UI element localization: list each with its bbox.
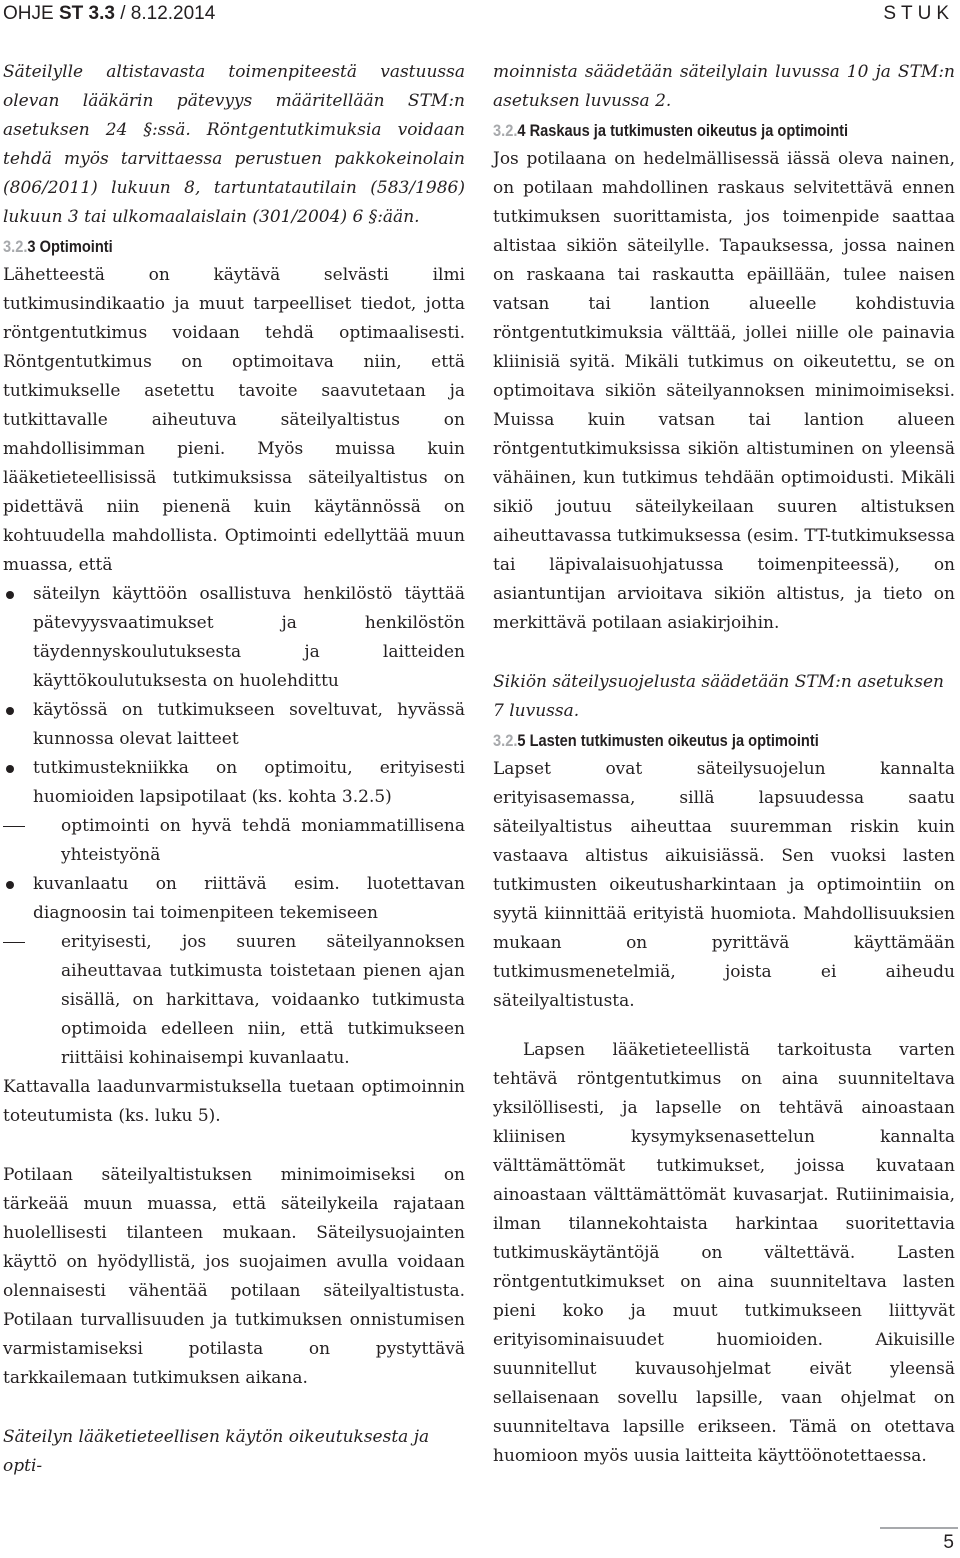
section-title: Raskaus ja tutkimusten oikeutus ja optimointi xyxy=(529,121,849,140)
section-number-prefix: 3.2. xyxy=(493,731,518,750)
bullet-item xyxy=(3,870,465,1073)
legal-note-continued: moinnista säädetään säteilylain luvussa 10 ja STM:n asetuksen luvussa 2. xyxy=(493,62,955,111)
section-3-2-5-body-2: Lapsen lääketieteellistä tarkoitusta varten tehtävä röntgentutkimus on aina suunniteltava yksilöllisesti, ja lapselle on tehtävä ainoastaan kliinisen kysymyksenasettelun kannalta välttämättömät tutkimukset, joissa kuvataan ainoastaan välttämättömät kuvasarjat. Rutiinimaisia, ilman tilannekohtaista harkintaa suoritettavia tutkimuskäytäntöjä on vältettävä. Lasten röntgentutkimukset on aina suunniteltava lasten pieni koko ja muut tutkimukseen liittyvät erityisominaisuudet huomioiden. Aikuisille suunnitellut kuvausohjelmat eivät yleensä sellaisenaan sovellu lapsille, vaan ohjelmat on suunniteltava lapsille erikseen. Tämä on otettava huomioon myös uusia laitteita käyttöönotettaessa. xyxy=(493,1040,955,1466)
header-date: / 8.12.2014 xyxy=(120,3,216,24)
section-number-prefix: 3.2. xyxy=(493,121,518,140)
header-publisher: STUK xyxy=(883,3,954,24)
header-doc-name: OHJE xyxy=(3,3,54,24)
section-3-2-4-body: Jos potilaana on hedelmällisessä iässä oleva nainen, on potilaan mahdollinen raskaus selvitettävä ennen tutkimuksen suorittamista, jos toimenpide saattaa altistaa sikiön säteilylle. Tapauksessa, jossa nainen on raskaana tai raskautta epäillään, tulee naisen vatsan tai lantion alueelle kohdistuvia röntgentutkimuksia välttää, jollei niille ole painavia kliinisiä syitä. Mikäli tutkimus on oikeutettu, se on optimoitava sikiön säteilyannoksen minimoimiseksi. Muissa kuin vatsan tai lantion alueen röntgentutkimuksissa sikiön altistuminen on yleensä vähäinen, kun tutkimus tehdään optimoidusti. Mikäli sikiö joutuu säteilykeilaan suuren altistuksen aiheuttavassa tutkimuksessa (esim. TT-tutkimuksessa tai läpivalaisuohjatussa toimenpiteessä), on asiantuntijan arvioitava sikiön altistus, ja tieto on merkittävä potilaan asiakirjoihin. xyxy=(493,149,955,633)
dash-item: optimointi on hyvä tehdä moniammatillisena yhteistyönä xyxy=(3,812,465,870)
header-doc-id: ST 3.3 xyxy=(58,3,115,24)
bullet-item-text: kuvanlaatu on riittävä esim. luotettavan diagnoosin tai toimenpiteen tekemiseen xyxy=(33,874,465,923)
intro-italic-paragraph: Säteilylle altistavasta toimenpiteestä vastuussa olevan lääkärin pätevyys määritellään STM:n asetuksen 24 §:ssä. Röntgentutkimuksia voidaan tehdä myös tarvittaessa perustuen pakkokeinolain (806/2011) lukuun 8, tartuntatautilain (583/1986) lukuun 3 tai ulkomaalaislain (301/2004) 6 §:ään. xyxy=(3,62,465,227)
left-column xyxy=(3,0,465,1481)
patient-protection-paragraph: Potilaan säteilyaltistuksen minimoimiseksi on tärkeää muun muassa, että säteilykeila rajataan huolellisesti tilanteen mukaan. Säteilysuojainten käyttö on hyödyllistä, jos suojaimen avulla voidaan olennaisesti vähentää potilaan säteilyaltistusta. Potilaan turvallisuuden ja tutkimuksen onnistumisen varmistamiseksi potilasta on pystyttävä tarkkailemaan tutkimuksen aikana. xyxy=(3,1165,465,1388)
section-number-last: 4 xyxy=(517,121,526,140)
section-number-last: 5 xyxy=(517,731,526,750)
section-3-2-4-heading xyxy=(493,116,890,145)
section-title: Lasten tutkimusten oikeutus ja optimointi xyxy=(529,731,819,750)
optimization-bullet-list xyxy=(3,580,465,1073)
dash-sublist xyxy=(3,928,465,1073)
after-list-paragraph: Kattavalla laadunvarmistuksella tuetaan optimoinnin toteutumista (ks. luku 5). xyxy=(3,1077,465,1126)
page-number: 5 xyxy=(943,1532,954,1553)
section-3-2-3-heading xyxy=(3,232,400,261)
section-title: Optimointi xyxy=(39,237,113,256)
dash-sublist xyxy=(3,812,465,870)
legal-note-italic: Säteilyn lääketieteellisen käytön oikeutuksesta ja opti- xyxy=(3,1427,430,1476)
bullet-item-text: tutkimustekniikka on optimoitu, erityisesti huomioiden lapsipotilaat (ks. kohta 3.2.5) xyxy=(33,758,465,807)
right-column xyxy=(493,0,955,1471)
bullet-item xyxy=(3,754,465,870)
section-3-2-3-body: Lähetteestä on käytävä selvästi ilmi tutkimusindikaatio ja muut tarpeelliset tiedot, jotta röntgentutkimus voidaan tehdä optimaalisesti. Röntgentutkimus on optimoitava niin, että tutkimukselle asetettu tavoite saavutetaan ja tutkittavalle aiheutuva säteilyaltistus on mahdollisimman pieni. Myös muissa kuin lääketieteellisissä tutkimuksissa säteilyaltistus on pidettävä niin pienenä kuin käytännössä on kohtuudella mahdollista. Optimointi edellyttää muun muassa, että xyxy=(3,265,465,575)
page-number-rule xyxy=(880,1527,958,1529)
fetal-protection-note: Sikiön säteilysuojelusta säädetään STM:n asetuksen 7 luvussa. xyxy=(493,672,944,721)
dash-item: erityisesti, jos suuren säteilyannoksen aiheuttavaa tutkimusta toistetaan pienen ajan sisällä, on harkittava, voidaanko tutkimusta optimoida edelleen niin, että tutkimukseen riittäisi kohinaisempi kuvanlaatu. xyxy=(3,928,465,1073)
section-3-2-5-body-1: Lapset ovat säteilysuojelun kannalta erityisasemassa, sillä lapsuudessa saatu säteilyaltistus aiheuttaa suuremman riskin kuin vastaava altistus aikuisiässä. Sen vuoksi lasten tutkimusten oikeutusharkintaan ja optimointiin on syytä kiinnittää erityistä huomiota. Mahdollisuuksien mukaan on pyrittävä käyttämään tutkimusmenetelmiä, joista ei aiheudu säteilyaltistusta. xyxy=(493,759,955,1011)
section-3-2-5-heading xyxy=(493,726,890,755)
bullet-item: käytössä on tutkimukseen soveltuvat, hyvässä kunnossa olevat laitteet xyxy=(3,696,465,754)
bullet-item: säteilyn käyttöön osallistuva henkilöstö täyttää pätevyysvaatimukset ja henkilöstön täydennyskoulutuksesta ja laitteiden käyttökoulutuksesta on huolehdittu xyxy=(3,580,465,696)
section-number-prefix: 3.2. xyxy=(3,237,28,256)
section-number-last: 3 xyxy=(27,237,36,256)
